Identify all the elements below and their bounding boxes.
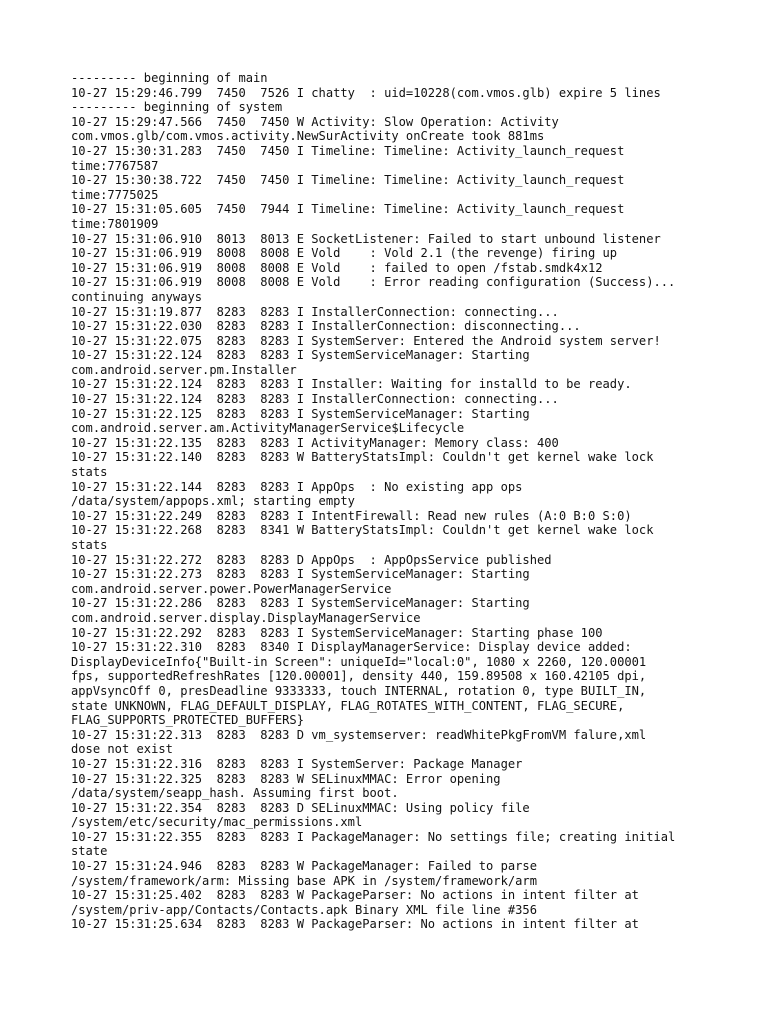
log-line: 10-27 15:31:22.313 8283 8283 D vm_systemserver: readWhitePkgFromVM falure,xml	[71, 727, 647, 742]
log-line: continuing anyways	[71, 289, 203, 304]
log-line: 10-27 15:31:22.354 8283 8283 D SELinuxMMAC: Using policy file	[71, 800, 530, 815]
log-line: --------- beginning of main	[71, 71, 268, 85]
log-line: com.android.server.power.PowerManagerService	[71, 581, 392, 596]
log-line: 10-27 15:31:24.946 8283 8283 W PackageManager: Failed to parse	[71, 859, 537, 874]
log-line: 10-27 15:31:22.268 8283 8341 W BatteryStatsImpl: Couldn't get kernel wake lock	[71, 523, 654, 538]
log-line: 10-27 15:29:47.566 7450 7450 W Activity: Slow Operation: Activity	[71, 114, 559, 129]
log-line: 10-27 15:31:06.910 8013 8013 E SocketListener: Failed to start unbound listener	[71, 231, 661, 246]
log-line: /system/framework/arm: Missing base APK in /system/framework/arm	[71, 873, 537, 888]
log-line: 10-27 15:31:22.272 8283 8283 D AppOps : AppOpsService published	[71, 552, 552, 567]
log-line: 10-27 15:31:22.355 8283 8283 I PackageManager: No settings file; creating initial	[71, 829, 676, 844]
log-line: 10-27 15:31:19.877 8283 8283 I InstallerConnection: connecting...	[71, 304, 559, 319]
log-line: 10-27 15:31:22.124 8283 8283 I Installer: Waiting for installd to be ready.	[71, 377, 632, 392]
log-line: time:7767587	[71, 158, 159, 173]
log-line: 10-27 15:31:22.249 8283 8283 I IntentFirewall: Read new rules (A:0 B:0 S:0)	[71, 508, 632, 523]
log-line: com.android.server.pm.Installer	[71, 362, 297, 377]
log-line: 10-27 15:31:06.919 8008 8008 E Vold : Vold 2.1 (the revenge) firing up	[71, 246, 618, 261]
log-line: 10-27 15:31:22.140 8283 8283 W BatteryStatsImpl: Couldn't get kernel wake lock	[71, 450, 654, 465]
log-line: DisplayDeviceInfo{"Built-in Screen": uniqueId="local:0", 1080 x 2260, 120.00001	[71, 654, 647, 669]
log-line: 10-27 15:31:06.919 8008 8008 E Vold : failed to open /fstab.smdk4x12	[71, 260, 603, 275]
log-line: 10-27 15:31:22.075 8283 8283 I SystemServer: Entered the Android system server!	[71, 333, 661, 348]
log-line: 10-27 15:31:22.292 8283 8283 I SystemServiceManager: Starting phase 100	[71, 625, 603, 640]
log-line: 10-27 15:31:05.605 7450 7944 I Timeline: Timeline: Activity_launch_request	[71, 202, 625, 217]
log-line: 10-27 15:31:06.919 8008 8008 E Vold : Error reading configuration (Success)...	[71, 275, 676, 290]
log-output	[71, 71, 731, 932]
log-line: /data/system/appops.xml; starting empty	[71, 494, 355, 509]
log-line: 10-27 15:29:46.799 7450 7526 I chatty : uid=10228(com.vmos.glb) expire 5 lines	[71, 85, 661, 100]
log-line: 10-27 15:31:22.125 8283 8283 I SystemServiceManager: Starting	[71, 406, 530, 421]
log-line: stats	[71, 538, 108, 552]
log-line: FLAG_SUPPORTS_PROTECTED_BUFFERS}	[71, 713, 304, 728]
log-line: 10-27 15:31:22.316 8283 8283 I SystemServer: Package Manager	[71, 756, 523, 771]
log-line: stats	[71, 465, 108, 480]
log-line: 10-27 15:31:22.124 8283 8283 I SystemServiceManager: Starting	[71, 348, 530, 363]
log-line: com.android.server.display.DisplayManagerService	[71, 610, 421, 625]
log-line: /data/system/seapp_hash. Assuming first boot.	[71, 786, 399, 801]
log-line: dose not exist	[71, 742, 173, 757]
log-line: 10-27 15:31:22.144 8283 8283 I AppOps : No existing app ops	[71, 479, 523, 494]
log-line: time:7775025	[71, 187, 159, 202]
log-line: state UNKNOWN, FLAG_DEFAULT_DISPLAY, FLAG_ROTATES_WITH_CONTENT, FLAG_SECURE,	[71, 698, 625, 713]
log-line: state	[71, 844, 108, 859]
log-line: 10-27 15:31:25.634 8283 8283 W PackageParser: No actions in intent filter at	[71, 917, 639, 932]
log-line: com.android.server.am.ActivityManagerService$Lifecycle	[71, 421, 465, 436]
log-line: 10-27 15:31:22.273 8283 8283 I SystemServiceManager: Starting	[71, 567, 530, 582]
log-line: time:7801909	[71, 216, 159, 231]
log-line: 10-27 15:30:38.722 7450 7450 I Timeline: Timeline: Activity_launch_request	[71, 173, 625, 188]
log-line: 10-27 15:31:22.124 8283 8283 I InstallerConnection: connecting...	[71, 392, 559, 407]
log-line: /system/etc/security/mac_permissions.xml	[71, 815, 363, 830]
log-line: --------- beginning of system	[71, 100, 283, 115]
log-line: 10-27 15:30:31.283 7450 7450 I Timeline: Timeline: Activity_launch_request	[71, 143, 625, 158]
log-line: 10-27 15:31:25.402 8283 8283 W PackageParser: No actions in intent filter at	[71, 888, 639, 903]
log-line: fps, supportedRefreshRates [120.00001], density 440, 159.89508 x 160.42105 dpi,	[71, 669, 647, 684]
log-line: 10-27 15:31:22.310 8283 8340 I DisplayManagerService: Display device added:	[71, 640, 632, 655]
log-line: 10-27 15:31:22.135 8283 8283 I ActivityManager: Memory class: 400	[71, 435, 559, 450]
log-line: 10-27 15:31:22.286 8283 8283 I SystemServiceManager: Starting	[71, 596, 530, 611]
log-line: appVsyncOff 0, presDeadline 9333333, touch INTERNAL, rotation 0, type BUILT_IN,	[71, 683, 647, 698]
log-line: 10-27 15:31:22.030 8283 8283 I InstallerConnection: disconnecting...	[71, 319, 581, 334]
log-line: 10-27 15:31:22.325 8283 8283 W SELinuxMMAC: Error opening	[71, 771, 501, 786]
log-line: com.vmos.glb/com.vmos.activity.NewSurActivity onCreate took 881ms	[71, 129, 545, 144]
log-line: /system/priv-app/Contacts/Contacts.apk Binary XML file line #356	[71, 902, 537, 917]
